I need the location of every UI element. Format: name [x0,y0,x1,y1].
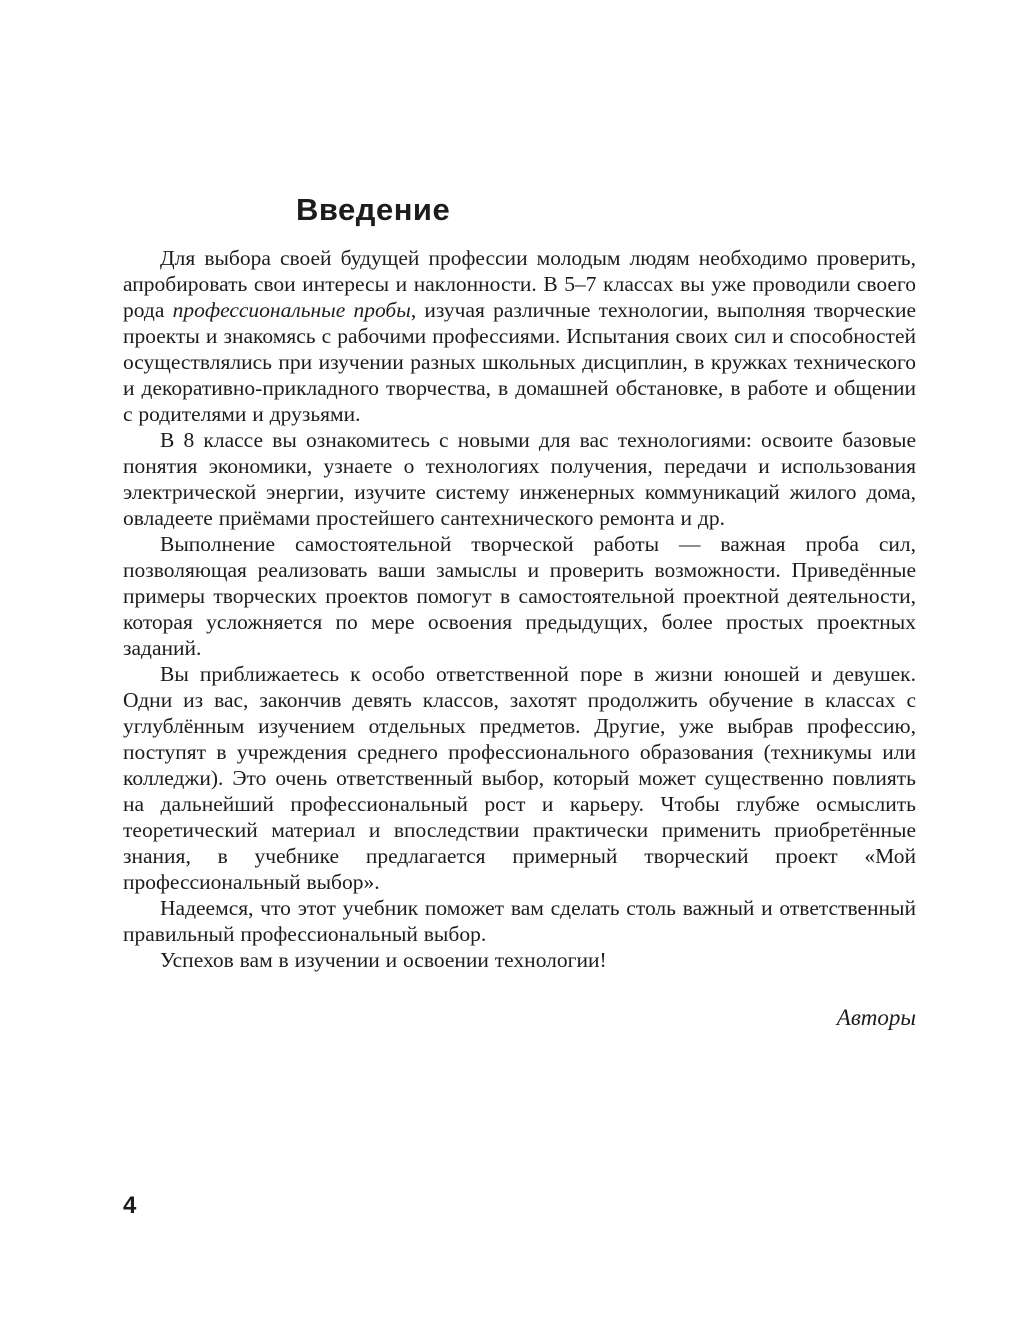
page-title: Введение [296,192,451,227]
page-number: 4 [123,1192,137,1219]
paragraph [123,245,916,427]
paragraph [123,947,916,973]
text-segment: Надеемся, что этот учебник поможет вам сделать столь важный и ответственный правильный профессиональный выбор. [123,896,916,946]
text-segment: Для выбора своей будущей профессии молодым людям необходимо проверить, апробировать свои интересы и наклонности. В 5–7 классах вы уже проводили своего рода [123,246,916,322]
text-segment: Вы приближаетесь к особо ответственной поре в жизни юношей и девушек. Одни из вас, закончив девять классов, захотят продолжить обучение в классах с углублённым изучением отдельных предметов. Другие, уже выбрав профессию, поступят в учреждения среднего профессионального образования (техникумы или колледжи). Это очень ответственный выбор, который может существенно повлиять на дальнейший профессиональный рост и карьеру. Чтобы глубже осмыслить теоретический материал и впоследствии практически применить приобретённые знания, в учебнике предлагается примерный творческий проект «Мой профессиональный выбор». [123,662,916,894]
text-segment: Выполнение самостоятельной творческой работы — важная проба сил, позволяющая реализовать ваши замыслы и проверить возможности. Приведённые примеры творческих проектов помогут в самостоятельной проектной деятельности, которая усложняется по мере освоения предыдущих, более простых проектных заданий. [123,532,916,660]
paragraph [123,895,916,947]
text-segment: Успехов вам в изучении и освоении технологии! [160,948,607,972]
emphasized-term: профессиональные пробы [172,298,411,322]
authors-signature: Авторы [836,1005,916,1030]
text-block [123,193,916,1031]
text-segment: В 8 классе вы ознакомитесь с новыми для вас технологиями: освоите базовые понятия экономики, узнаете о технологиях получения, передачи и использования электрической энергии, изучите систему инженерных коммуникаций жилого дома, овладеете приёмами простейшего сантехнического ремонта и др. [123,428,916,530]
paragraph [123,531,916,661]
paragraph [123,661,916,895]
paragraph [123,427,916,531]
paragraphs [123,245,916,973]
text-segment: , изучая различные технологии, выполняя творческие проекты и знакомясь с рабочими профессиями. Испытания своих сил и способностей осуществлялись при изучении разных школьных дисциплин, в кружках технического и декоративно-прикладного творчества, в домашней обстановке, в работе и общении с родителями и друзьями. [123,298,916,426]
